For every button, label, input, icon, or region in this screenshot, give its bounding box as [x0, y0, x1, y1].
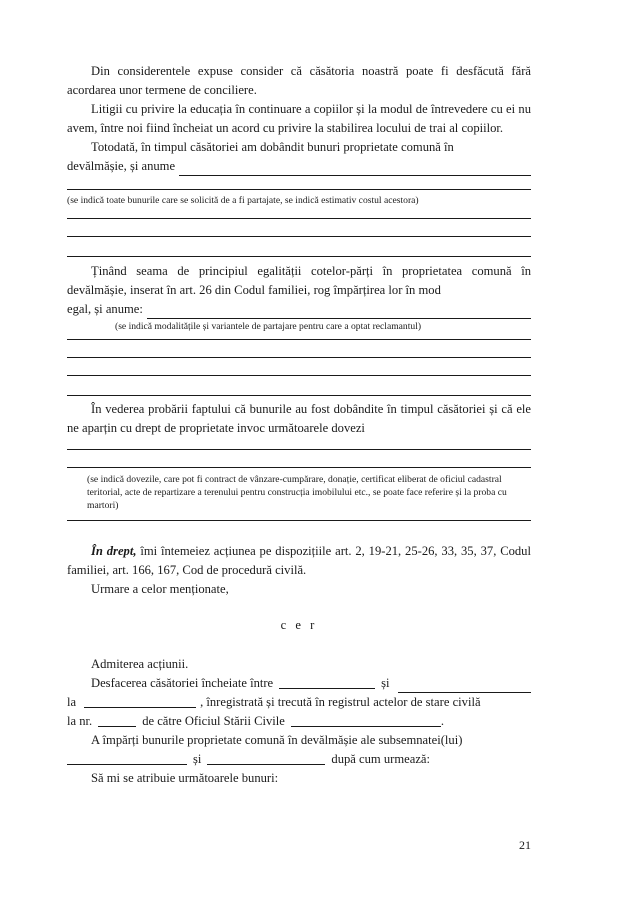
document-body	[67, 62, 531, 788]
paragraph-conciliation: Din considerentele expuse consider că căsătoria noastră poate fi desfăcută fără acordarea unor termene de conciliere.	[67, 64, 531, 97]
page-number: 21	[519, 838, 531, 852]
following-text: Urmare a celor menționate,	[91, 582, 229, 596]
paragraph-children: Litigii cu privire la educația în continuare a copiilor și la modul de întrevedere cu ei nu avem, între noi fiind încheiat un acord cu privire la stabilirea locului de trai al copiilor.	[67, 102, 531, 135]
divide-follows: după cum urmează:	[331, 752, 431, 766]
registry-number-label: la nr.	[67, 714, 93, 728]
hint-partition: (se indică modalitățile și variantele de partajare pentru care a optat reclamantul)	[115, 321, 422, 332]
divorce-and: și	[381, 676, 390, 690]
blank-line[interactable]	[67, 358, 531, 376]
blank-line[interactable]	[67, 340, 531, 358]
divide-and: și	[193, 752, 202, 766]
divorce-date-label: la	[67, 695, 77, 709]
divorce-row-1	[67, 674, 531, 693]
blank-line[interactable]	[67, 450, 531, 468]
item-admit-action: Admiterea acțiunii.	[91, 657, 189, 671]
blank-line[interactable]	[67, 376, 531, 396]
divorce-text: Desfacerea căsătoriei încheiate între	[91, 676, 274, 690]
partition-blank-line[interactable]	[147, 304, 531, 319]
blank-line[interactable]	[67, 237, 531, 257]
paragraph-property-line1: Totodată, în timpul căsătoriei am dobândit bunuri proprietate comună în	[91, 140, 454, 154]
party-2-field[interactable]	[207, 763, 325, 765]
marriage-date-field[interactable]	[84, 706, 196, 708]
divorce-row-2	[67, 693, 531, 712]
spouse-1-field[interactable]	[279, 687, 375, 689]
registry-number-field[interactable]	[98, 725, 136, 727]
spouse-2-field[interactable]	[398, 678, 531, 693]
legal-basis-label: În drept,	[91, 544, 137, 558]
blank-line[interactable]	[67, 438, 531, 450]
paragraph-partition: Ținând seama de principiul egalității cotelor-părți în proprietatea comună în devălmășie, inserat în art. 26 din Codul familiei, rog împărțirea lor în mod	[67, 264, 531, 297]
registry-office-field[interactable]	[291, 725, 441, 727]
paragraph-legal-basis	[67, 542, 531, 580]
property-fill-row	[67, 157, 531, 176]
paragraph-evidence: În vederea probării faptului că bunurile au fost dobândite în timpul căsătoriei și că ele ne aparțin cu drept de proprietate invoc următoarele dovezi	[67, 402, 531, 435]
party-1-field[interactable]	[67, 763, 187, 765]
blank-line[interactable]	[67, 176, 531, 190]
item-divide-property: A împărți bunurile proprietate comună în devălmășie ale subsemnatei(lui)	[91, 733, 463, 747]
request-heading: c e r	[280, 618, 318, 632]
property-blank-line[interactable]	[179, 161, 531, 176]
partition-fill-row	[67, 300, 531, 319]
blank-line[interactable]	[67, 219, 531, 237]
divorce-registry-text: , înregistrată și trecută în registrul actelor de stare civilă	[200, 695, 481, 709]
hint-property: (se indică toate bunurile care se solicită de a fi partajate, se indică estimativ costul acestora)	[67, 195, 419, 206]
divide-property-row	[67, 750, 531, 769]
period-mark: .	[440, 714, 445, 728]
blank-line[interactable]	[67, 333, 531, 340]
legal-basis-text: îmi întemeiez acțiunea pe dispozițiile art. 2, 19-21, 25-26, 33, 35, 37, Codul familiei, art. 166, 167, Cod de procedură civilă.	[67, 544, 531, 577]
blank-line[interactable]	[67, 207, 531, 219]
hint-evidence: (se indică dovezile, care pot fi contract de vânzare-cumpărare, donație, certificat eliberat de oficiul cadastral teritorial, acte de repartizare a terenului pentru construcția imobilului etc., se poate face referire și la proba cu martori)	[87, 474, 507, 511]
registry-office-label: de către Oficiul Stării Civile	[142, 714, 285, 728]
divorce-row-3	[67, 712, 531, 731]
item-assign-property: Să mi se atribuie următoarele bunuri:	[91, 771, 279, 785]
property-label: devălmășie, și anume	[67, 159, 176, 173]
blank-line[interactable]	[67, 512, 531, 521]
partition-label: egal, și anume:	[67, 302, 143, 316]
